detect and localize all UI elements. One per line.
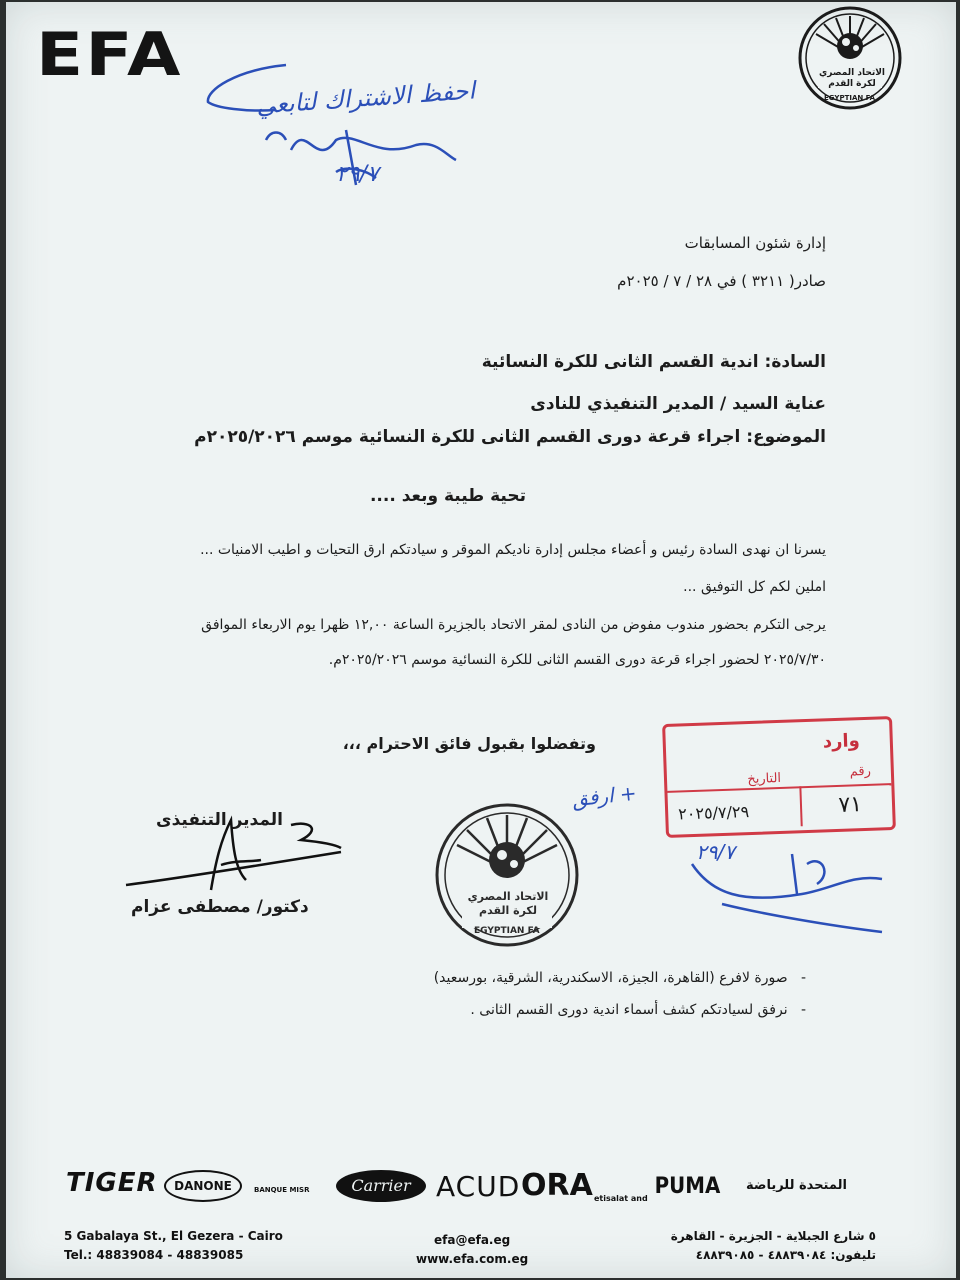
letter-page [6,2,956,1278]
emblem-english-text: EGYPTIAN FA [824,94,876,102]
body-paragraph-3: يرجى التكرم بحضور مندوب مفوض من النادى لمقر الاتحاد بالجزيرة الساعة ١٢,٠٠ ظهرا يوم الاربعاء الموافق [201,617,826,633]
sponsor-danone: DANONE [164,1170,242,1202]
subject-line: الموضوع: اجراء قرعة دورى القسم الثانى للكرة النسائية موسم ٢٠٢٥/٢٠٢٦م [194,427,826,447]
body-paragraph-2: املين لكم كل التوفيق ... [683,579,826,595]
footer-address-line: 5 Gabalaya St., El Gezera - Cairo [64,1229,283,1243]
stamp-title: وارد [822,730,861,753]
note-copy-to-branches: - صورة لافرع (القاهرة، الجيزة، الاسكندرية، الشرقية، بورسعيد) [433,970,806,986]
stamp-label-number: رقم [849,763,872,780]
body-paragraph-1: يسرنا ان نهدى السادة رئيس و أعضاء مجلس إدارة ناديكم الموقر و سيادتكم ارق التحيات و اطيب الامنيات ... [200,542,826,558]
signature-name: دكتور/ مصطفى عزام [131,897,309,917]
stamp-handwritten-note: + ارفق [570,780,638,812]
footer-website[interactable]: www.efa.com.eg [416,1252,529,1266]
footer-address-en [64,1227,283,1265]
addressee-line-2: عناية السيد / المدير التنفيذي للنادى [530,394,826,414]
stamp-label-date: التاريخ [747,770,782,788]
emblem-arabic-text: الاتحاد المصري لكرة القدم [819,68,885,89]
footer-address-ar-line: ٥ شارع الجبلاية - الجزيرة - القاهرة [670,1229,876,1243]
handwritten-date: ٢٩/٧ [336,162,379,187]
footer-tel-line: Tel.: 48839084 - 48839085 [64,1248,244,1262]
issued-number-line: صادر( ٣٢١١ ) في ٢٨ / ٧ / ٢٠٢٥م [617,272,826,290]
sponsor-united-sports: المتحدة للرياضة [746,1178,847,1193]
footer-contact [416,1231,528,1269]
sponsor-ora: ORA [521,1168,593,1203]
body-paragraph-4: ٢٠٢٥/٧/٣٠ لحضور اجراء قرعة دورى القسم الثانى للكرة النسائية موسم ٢٠٢٥/٢٠٢٦م. [328,652,826,668]
sponsor-tiger: TIGER [66,1168,158,1198]
note-attachment: - نرفق لسيادتكم كشف أسماء اندية دورى القسم الثانى . [470,1002,806,1018]
footer-address-ar [671,1227,876,1265]
sponsor-etisalat: etisalat and [594,1194,648,1203]
sponsor-puma: PUMA [654,1174,721,1199]
seal-english-text: EGYPTIAN FA [474,926,540,936]
handwritten-note: احفظ الاشتراك لتابعي [255,76,476,120]
stamp-handwritten-date: ٢٩/٧ [696,840,735,864]
sponsor-banque-misr: BANQUE MISR [254,1186,310,1194]
signature-title: المدير التنفيذى [156,810,283,830]
efa-logo: EFA [36,20,183,90]
sponsor-acud: ACUD [436,1170,521,1203]
footer-email[interactable]: efa@efa.eg [434,1233,511,1247]
closing-line: وتفضلوا بقبول فائق الاحترام ،،، [342,734,596,753]
footer-tel-ar-line: تليفون: ٤٨٨٣٩٠٨٤ - ٤٨٨٣٩٠٨٥ [695,1248,876,1262]
sponsors-bar [66,1160,886,1210]
stamp-number: ٧١ [837,792,863,818]
footer [6,1227,956,1277]
incoming-stamp [662,716,896,838]
sponsor-carrier: Carrier [336,1170,426,1202]
seal-arabic-text: الاتحاد المصري لكرة القدم [467,890,549,917]
addressee-line-1: السادة: اندية القسم الثانى للكرة النسائية [481,352,826,372]
executive-signature-icon [121,810,351,900]
department-line: إدارة شئون المسابقات [684,234,826,252]
greeting-line: تحية طيبة وبعد .... [369,486,526,506]
stamp-date: ٢٠٢٥/٧/٢٩ [677,802,750,824]
stamp-divider-vertical [799,786,802,826]
